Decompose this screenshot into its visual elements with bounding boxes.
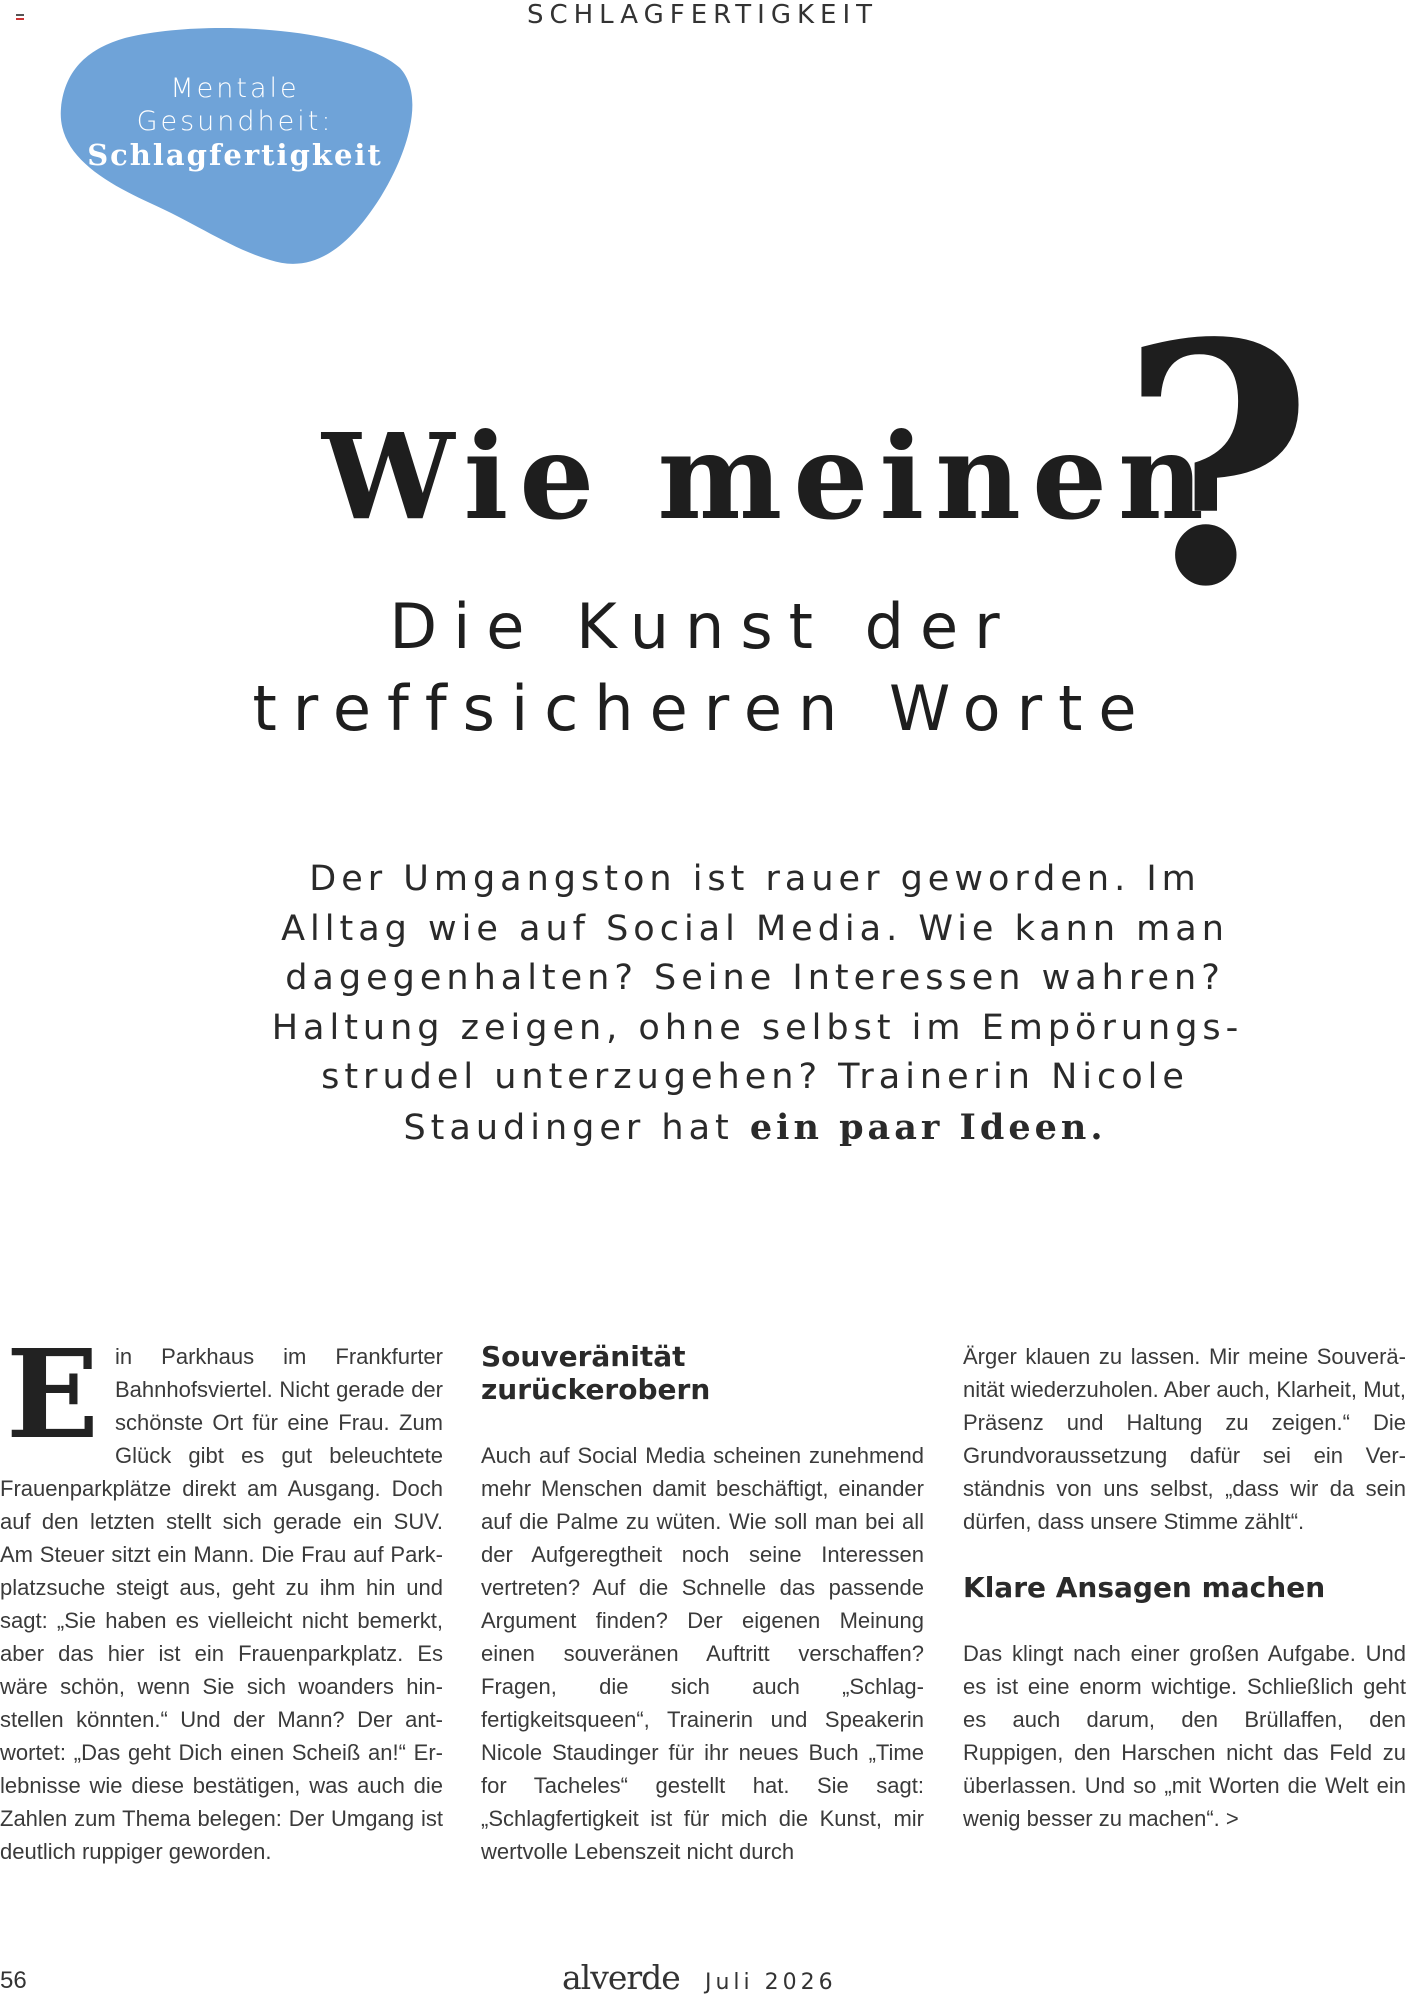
article-column-2 <box>481 1340 924 1868</box>
issue-date: Juli 2026 <box>705 1970 837 1995</box>
headline-title: Wie meinen <box>322 407 1215 546</box>
badge-topic: Schlagfertigkeit <box>87 138 383 172</box>
column-1-text: in Parkhaus im Frankfurter Bahnhofsviertel. Nicht gerade der schönste Ort für eine Frau. Zum Glück gibt es gut beleuchtete Frauenparkplätze direkt am Ausgang. Doch auf den letzten stellt sich gerade ein SUV. Am Steuer sitzt ein Mann. Die Frau auf Parkplatzsuche steigt aus, geht zu ihm hin und sagt: „Sie haben es vielleicht nicht bemerkt, aber das hier ist ein Frauenparkplatz. Es wäre schön, wenn Sie sich woanders hinstellen könnten.“ Und der Mann? Der antwortet: „Das geht Dich einen Scheiß an!“ Erlebnisse wie diese bestätigen, was auch die Zahlen zum Thema belegen: Der Umgang ist deutlich ruppiger geworden. <box>0 1344 443 1864</box>
subheading-klare-ansagen: Klare Ansagen machen <box>963 1571 1326 1604</box>
drop-cap: E <box>6 1322 99 1466</box>
magazine-logo: alverde <box>562 1958 680 1997</box>
topic-badge <box>80 72 390 172</box>
badge-line-1: Mentale <box>170 73 300 104</box>
intro-bold-phrase: ein paar Ideen. <box>749 1106 1107 1148</box>
headline-subtitle-line-1: Die Kunst der <box>389 590 1016 663</box>
column-3-text-top: Ärger klauen zu lassen. Mir meine Souveränität wiederzuholen. Aber auch, Klarheit, Mut, Präsenz und Haltung zu zeigen.“ Die Grundvoraussetzung dafür sei ein Verständnis von uns selbst, „dass wir da sein dürfen, dass unsere Stimme zählt“. <box>963 1344 1406 1534</box>
section-label: SCHLAGFERTIGKEIT <box>526 0 879 30</box>
article-column-3 <box>963 1340 1406 1835</box>
column-3-text-bottom: Das klingt nach einer großen Aufgabe. Und es ist eine enorm wichtige. Schließlich geht es auch darum, den Brüllaffen, den Ruppigen, den Harschen nicht das Feld zu überlassen. Und so „mit Worten die Welt ein wenig besser zu machen“. > <box>963 1641 1406 1831</box>
article-column-1 <box>0 1322 443 1868</box>
subheading-souveraenitaet: Souveränität zurückerobern <box>481 1340 711 1406</box>
headline-question-mark: ? <box>1120 271 1314 659</box>
badge-line-2: Gesundheit: <box>136 106 334 137</box>
headline-subtitle-line-2: treffsicheren Worte <box>252 672 1153 745</box>
page-number: 56 <box>0 1967 27 1994</box>
intro-teaser <box>270 855 1240 1153</box>
intro-text: Der Umgangston ist rauer geworden. Im Alltag wie auf Social Media. Wie kann man dagegenhalten? Seine Interessen wahren? Haltung zeigen, ohne selbst im Empörungsstrudel unterzugehen? Trainerin Nicole Staudinger hat <box>271 859 1239 1148</box>
column-2-text: Auch auf Social Media scheinen zunehmend mehr Menschen damit beschäftigt, einander auf die Palme zu wüten. Wie soll man bei all der Aufgeregtheit noch seine Interessen vertreten? Auf die Schnelle das passende Argument finden? Der eigenen Meinung einen souveränen Auftritt verschaffen? Fragen, die sich auch „Schlagfertigkeitsqueen“, Trainerin und Speakerin Nicole Staudinger für ihr neues Buch „Time for Tacheles“ gestellt hat. Sie sagt: „Schlagfertigkeit ist für mich die Kunst, mir wertvolle Lebenszeit nicht durch <box>481 1443 924 1864</box>
